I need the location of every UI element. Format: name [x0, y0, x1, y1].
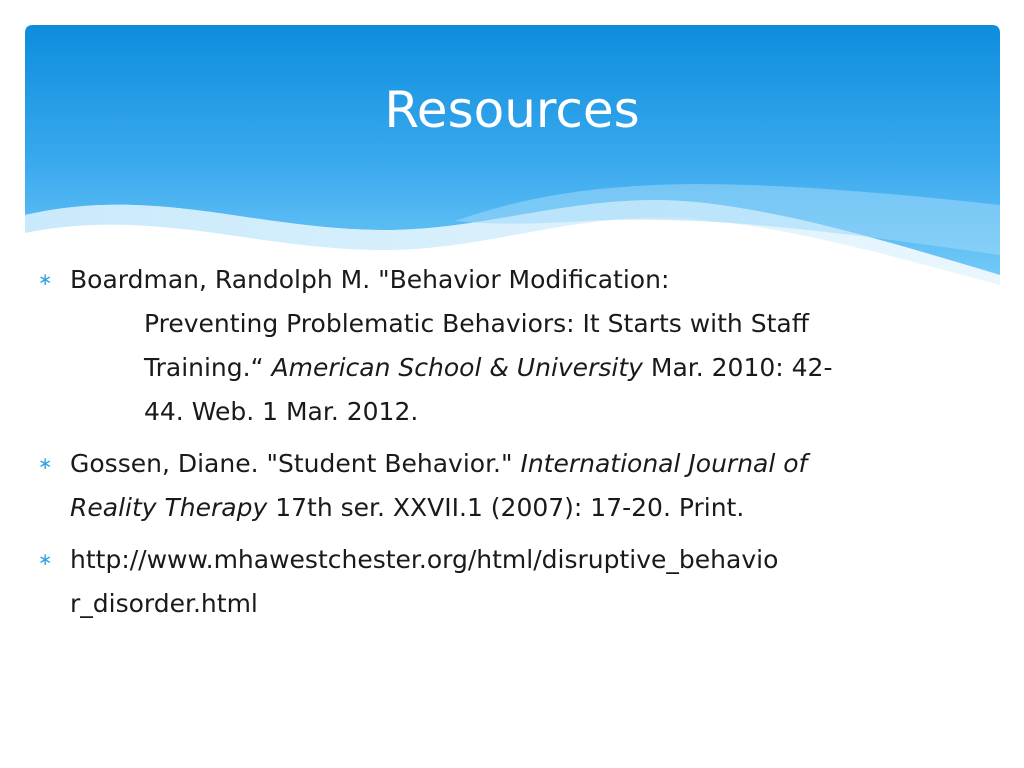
- citation-text: 17th ser. XXVII.1 (2007): 17-20. Print.: [267, 493, 745, 522]
- list-item: [38, 258, 990, 434]
- url-line: http://www.mhawestchester.org/html/disruptive_behavio: [70, 545, 779, 574]
- url-line: r_disorder.html: [70, 589, 258, 618]
- header-wave-graphic: [25, 25, 1000, 285]
- header-banner: [25, 25, 1000, 285]
- citation-text: Gossen, Diane. "Student Behavior.": [70, 449, 521, 478]
- citation-text: Training.“: [144, 353, 272, 382]
- citation-line: [70, 346, 990, 390]
- bullet-star-icon: ∗: [38, 454, 53, 474]
- resources-list: [38, 258, 990, 634]
- slide-title: Resources: [384, 81, 640, 139]
- citation-line: [70, 486, 990, 530]
- citation-line: Boardman, Randolph M. "Behavior Modification:: [70, 265, 670, 294]
- list-item: [38, 538, 990, 626]
- citation-text: Mar. 2010: 42-: [642, 353, 833, 382]
- citation-line: Preventing Problematic Behaviors: It Starts with Staff: [144, 309, 809, 338]
- bullet-star-icon: ∗: [38, 550, 53, 570]
- citation-source-italic: International Journal of: [520, 449, 808, 478]
- citation-line: [70, 442, 990, 486]
- citation-source-italic: Reality Therapy: [70, 493, 268, 522]
- list-item: [38, 442, 990, 530]
- citation-source-italic: American School & University: [271, 353, 643, 382]
- bullet-star-icon: ∗: [38, 270, 53, 290]
- citation-line: 44. Web. 1 Mar. 2012.: [144, 397, 419, 426]
